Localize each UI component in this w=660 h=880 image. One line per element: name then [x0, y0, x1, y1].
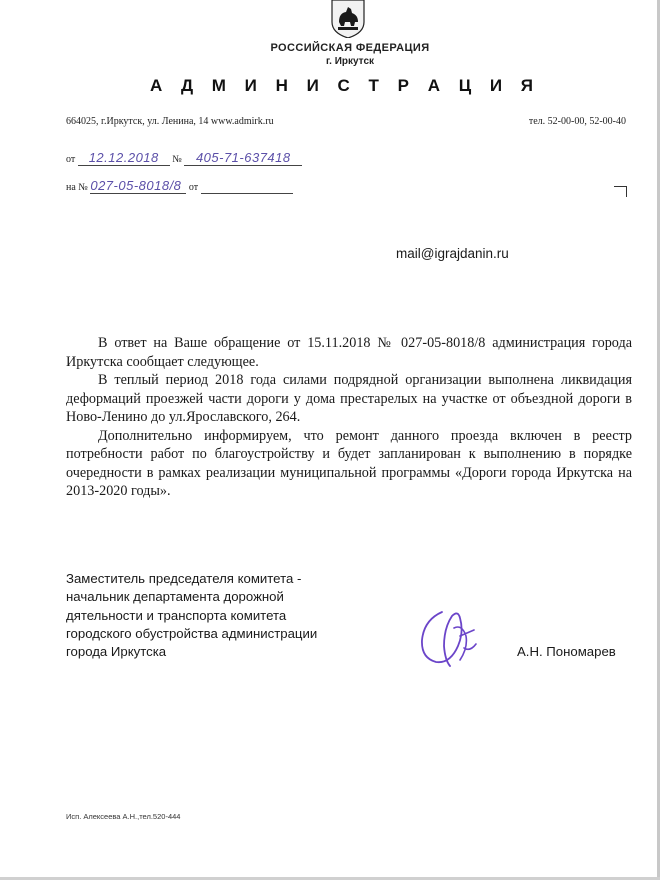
- office-address: 664025, г.Иркутск, ул. Ленина, 14 www.admirk.ru: [66, 116, 274, 127]
- handwritten-signature: [414, 606, 484, 670]
- body-paragraph: В ответ на Ваше обращение от 15.11.2018 № 027-05-8018/8 администрация города Иркутска сообщает следующее.: [66, 335, 632, 370]
- recipient-email: mail@igrajdanin.ru: [396, 246, 509, 261]
- signer-name: А.Н. Пономарев: [517, 644, 616, 659]
- reply-label: на №: [66, 182, 88, 193]
- signer-position-line: начальник департамента дорожной: [66, 589, 284, 605]
- letterhead-title: А Д М И Н И С Т Р А Ц И Я: [149, 76, 541, 95]
- letter-number: 405-71-637418: [184, 150, 302, 166]
- country-name: РОССИЙСКАЯ ФЕДЕРАЦИЯ: [270, 42, 430, 54]
- contact-line: [66, 116, 626, 130]
- body-paragraph: В теплый период 2018 года силами подрядной организации выполнена ликвидация деформаций проезжей части дороги у дома престарелых на участке от объездной дороги в Ново-Ленино до ул.Ярославского, 264.: [66, 372, 632, 425]
- outgoing-reference: [66, 150, 302, 166]
- signer-position-line: городского обустройства администрации: [66, 625, 318, 641]
- reply-date-blank: [201, 182, 293, 194]
- signer-position-line: дятельности и транспорта комитета: [66, 607, 287, 623]
- irkutsk-emblem-icon: [328, 0, 368, 38]
- letter-date: 12.12.2018: [78, 150, 170, 166]
- reply-date-label: от: [188, 182, 199, 193]
- city-name: г. Иркутск: [325, 56, 375, 67]
- office-phones: тел. 52-00-00, 52-00-40: [528, 116, 626, 127]
- signer-position: [66, 570, 366, 661]
- signer-position-line: Заместитель председателя комитета -: [66, 571, 302, 586]
- letter-body: [66, 334, 632, 501]
- incoming-reference: [66, 178, 293, 194]
- body-paragraph: Дополнительно информируем, что ремонт данного проезда включен в реестр потребности работ по благоустройству и будет запланирован к выполнению в порядке очередности в рамках реализации муниципальной программы «Дороги города Иркутска на 2013-2020 годы».: [66, 427, 632, 499]
- executor-note: Исп. Алексеева А.Н.,тел.520-444: [66, 812, 181, 821]
- from-label: от: [66, 154, 76, 165]
- number-label: №: [172, 154, 182, 165]
- signer-position-line: города Иркутска: [66, 644, 167, 660]
- address-corner-mark: [614, 186, 627, 197]
- reply-number: 027-05-8018/8: [90, 178, 186, 194]
